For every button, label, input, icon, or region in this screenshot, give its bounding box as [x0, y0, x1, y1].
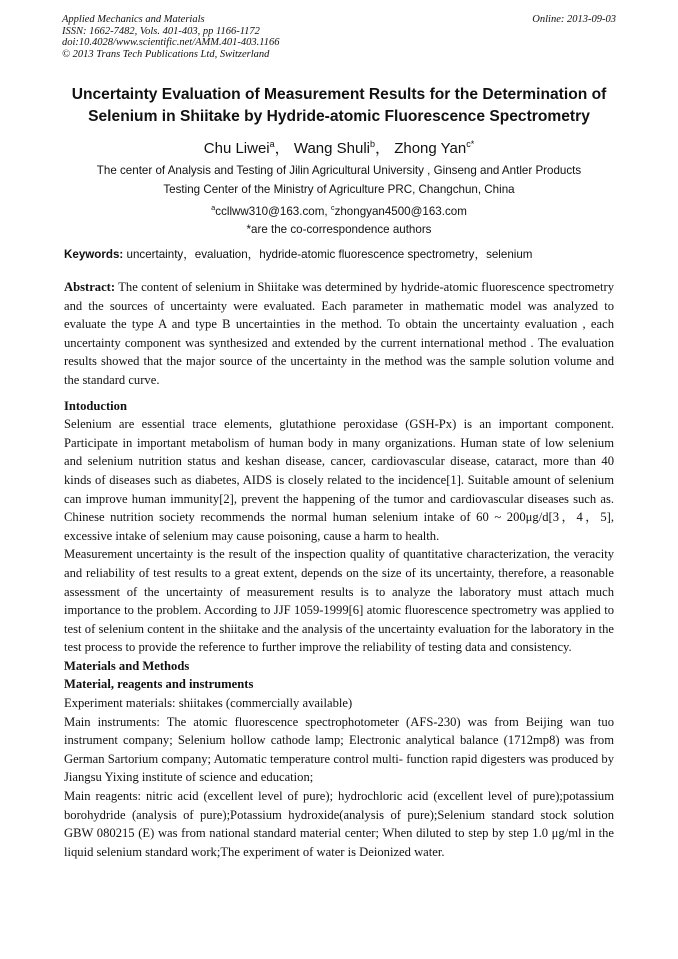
paper-body [64, 278, 614, 861]
methods-heading: Materials and Methods [64, 658, 190, 673]
journal-header [62, 14, 616, 60]
abstract-label: Abstract: [64, 280, 116, 294]
email-c[interactable]: zhongyan4500@163.com [334, 204, 467, 218]
email-a-superscript: a [211, 203, 216, 212]
affiliation-line-2: Testing Center of the Ministry of Agriculture PRC, Changchun, China [163, 182, 515, 196]
author-name: Chu Liwei [203, 140, 270, 157]
doi-line: doi:10.4028/www.scientific.net/AMM.401-403.1166 [62, 37, 280, 49]
journal-name: Applied Mechanics and Materials [62, 14, 205, 25]
email-c-superscript: c [330, 203, 335, 212]
keywords-line [64, 246, 624, 262]
introduction-heading: Intoduction [64, 398, 127, 413]
author-superscript: a [269, 139, 275, 149]
keywords-text: uncertainty，evaluation，hydride-atomic fluorescence spectrometry，selenium [123, 248, 533, 261]
author-name: Wang Shuli [293, 140, 370, 157]
author-superscript: c* [466, 139, 475, 149]
email-line [40, 199, 638, 221]
materials-paragraph: Experiment materials: shiitakes (commercially available) [64, 696, 353, 711]
title-line-2: Selenium in Shiitake by Hydride-atomic Fluorescence Spectrometry [88, 108, 590, 125]
reagents-paragraph: Main reagents: nitric acid (excellent level of pure); hydrochloric acid (excellent level of pure);potassium borohydride (analysis of pure);Potassium hydroxide(analysis of pure);Selenium standard stock solution GBW 080215 (E) was from national standard material center; When diluted to step by step 1.0 μg/ml in the liquid selenium standard work;The experiment of water is Deionized water. [64, 789, 614, 859]
author-separator: ， [274, 140, 290, 157]
abstract-text: The content of selenium in Shiitake was determined by hydride-atomic fluorescence spectrometry and the sources of uncertainty were evaluated. Each parameter in mathematic model was analyzed to evaluate the type A and type B uncertainties in the method. To obtain the uncertainty evaluation , each uncertainty component was synthesized and extended by the current international method . The evaluation results showed that the major source of the uncertainty in the method was the sample solution volume and the standard curve. [64, 280, 614, 387]
introduction-paragraph-1: Selenium are essential trace elements, glutathione peroxidase (GSH-Px) is an important component. Participate in important metabolism of human body in many organizations. Human state of low selenium and selenium nutrition status and keshan disease, cancer, cardiovascular disease, cataract, more than 40 kinds of diseases such as diabetes, AIDS is closely related to the incidence[1]. Suitable amount of selenium can improve human immunity[2], prevent the happening of the tumor and cardiovascular diseases such as. Chinese nutrition society recommends the normal human selenium intake of 60 ~ 200μg/d[3，4，5], excessive intake of selenium may cause poisoning, cause a harm to health. [64, 417, 614, 543]
methods-subheading: Material, reagents and instruments [64, 677, 254, 692]
abstract-paragraph [64, 278, 614, 390]
author-separator: ， [375, 140, 391, 157]
author-superscript: b [370, 139, 376, 149]
email-a[interactable]: ccllww310@163.com, [215, 204, 331, 218]
issn-line: ISSN: 1662-7482, Vols. 401-403, pp 1166-1172 [62, 25, 260, 37]
keywords-label: Keywords: [64, 248, 124, 261]
correspondence-note: *are the co-correspondence authors [246, 223, 432, 237]
affiliation-block [40, 162, 638, 240]
introduction-paragraph-2: Measurement uncertainty is the result of the inspection quality of quantitative characterization, the veracity and reliability of test results to a great extent, depends on the size of its uncertainty, therefore, a reasonable assessment of the uncertainty of measurement results is to analyze the laboratory must attach much importance to the problem. According to JJF 1059-1999[6] atomic fluorescence spectrometry was applied to test of selenium content in the shiitake and the analysis of the uncertainty evaluation for the laboratory in the test process to provide the reference to further improve the reliability of testing data and consistency. [64, 547, 614, 655]
author-list [40, 134, 638, 159]
paper-title [40, 84, 638, 128]
instruments-paragraph: Main instruments: The atomic fluorescence spectrophotometer (AFS-230) was from Beijing wan tuo instrument company; Selenium hollow cathode lamp; Electronic analytical balance (1712mp8) was from German Sartorium company; Automatic temperature control multi- function rapid digesters was produced by Jiangsu Yixing institute of science and education; [64, 714, 614, 785]
affiliation-line-1: The center of Analysis and Testing of Jilin Agricultural University , Ginseng and Antler Products [96, 164, 582, 177]
copyright-line: © 2013 Trans Tech Publications Ltd, Switzerland [62, 48, 270, 60]
author-name: Zhong Yan [394, 140, 467, 157]
online-date: Online: 2013-09-03 [532, 14, 616, 25]
title-line-1: Uncertainty Evaluation of Measurement Results for the Determination of [71, 86, 607, 103]
